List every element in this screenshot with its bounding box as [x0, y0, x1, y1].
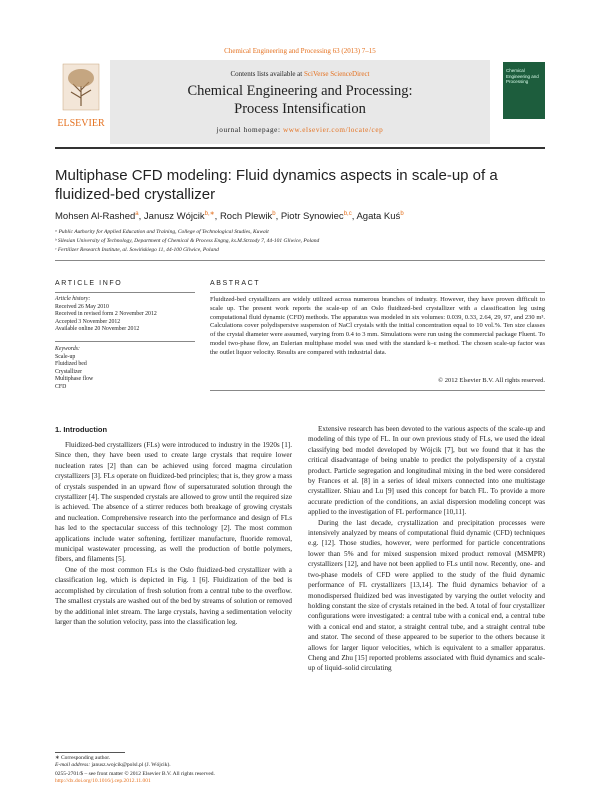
divider: [55, 292, 195, 293]
elsevier-logo[interactable]: [55, 60, 107, 144]
author[interactable]: Roch Plewik$^b$: [219, 211, 276, 223]
doi-link[interactable]: http://dx.doi.org/10.1016/j.cep.2012.11.001: [55, 778, 151, 784]
author[interactable]: Janusz Wójcik$^{b,∗}$: [143, 211, 215, 223]
keywords: [55, 346, 93, 392]
header-divider: [55, 147, 545, 149]
abstract-text: Fluidized-bed crystallizers are widely utilized across numerous branches of industry. However, they have proven difficult to scale up. The present work reports the scale-up of an Oslo fluidized-bed crystallizer with a classification leg using computational fluid dynamic (CFD) methods. The apparatus was modeled in six volumes: 0.039, 0.33, 2.64, 29, 97, and 230 m³. Calculations cover polydispersive suspension of NaCl crystals with the initial concentration equal to 10 vol.%. Ten size classes of the crystal diameter were assumed, varying from 0.4 to 3 mm. Simulations were run using the commercial package Fluent. To model two-phase flow, an Eulerian multiphase model was used with the standard k–ε method. The chosen scale-up factor was the outlet liquor velocity. Results are compared with industrial data.: [210, 296, 545, 356]
author-list: Mohsen Al-Rashed$^a$, Janusz Wójcik$^{b,∗}$, Roch Plewik$^b$, Piotr Synowiec$^{b,c}$, Agata Kuś$^b$: [55, 211, 404, 223]
paragraph: During the last decade, crystallization and precipitation processes were intensively analyzed by means of computational fluid dynamic (CFD) techniques e.g. [12]. Those studies, however, were performed for particle concentrations lower than 5% and for mixed suspension mixed product removal (MSMPR) crystallizers [12], and have not been applied to FLs until now. Recently, one- and two-phase models of CFD were applied to the study of the fluid dynamic performance of FL crystallizers [13,14]. The fluid dynamics behavior of a monodispersed fluidized bed was investigated by varying the outlet velocity and holding constant the size of crystals retained in the bed. A total of four crystallizer configurations were investigated: a central tube with a conical end, a central tube with a conical end and stator, a straight central tube, and a straight central tube and stator. The second of these appeared to be superior to the others because it allows for larger liquor velocities, which is equivalent to a smaller apparatus. Cheng and Zhu [15] reported problems associated with fluid dynamics and scale-up of liquid–solid circulating: [308, 518, 545, 673]
cover-title: Chemical Engineering and Processing: [506, 68, 539, 84]
affiliation: ᶜ Fertilizer Research Institute, al. Sowińskiego 11, 44-100 Gliwice, Poland: [55, 247, 219, 253]
footnote-divider: [55, 752, 125, 753]
keyword: Crystallizer: [55, 368, 83, 375]
affiliation: ᵇ Silesian University of Technology, Department of Chemical & Process Engng, ks.M.Strzody 7, 44-101 Gliwice, Poland: [55, 238, 320, 244]
history-item: Accepted 3 November 2012: [55, 318, 121, 325]
divider: [55, 341, 195, 342]
keyword: Fluidized bed: [55, 361, 87, 368]
history-item: Received in revised form 2 November 2012: [55, 311, 157, 318]
article-info-heading: ARTICLE INFO: [55, 280, 123, 287]
left-column: [55, 440, 292, 627]
keyword: Multiphase flow: [55, 376, 94, 383]
author[interactable]: Agata Kuś$^b$: [356, 211, 404, 223]
journal-title-line2: Process Intensification: [234, 101, 366, 117]
title-line2: fluidized-bed crystallizer: [55, 186, 216, 203]
publisher-name: ELSEVIER: [57, 118, 105, 129]
footnote-issn: 0255-2701/$ – see front matter © 2012 Elsevier B.V. All rights reserved.: [55, 771, 215, 777]
author[interactable]: Mohsen Al-Rashed$^a$: [55, 211, 139, 223]
footnote-corresponding: ∗ Corresponding author.: [55, 755, 111, 761]
title-line1: Multiphase CFD modeling: Fluid dynamics aspects in scale-up of a: [55, 167, 498, 184]
paragraph: One of the most common FLs is the Oslo fluidized-bed crystallizer with a classification leg, which is depicted in Fig. 1 [6]. Fluidization of the bed is accomplished by circulation of fresh solution from a central tube to the overflow. The smallest crystals are washed out of the bed by streams of solution or removed by the additional inlet stream. The large crystals, having a sedimentation velocity larger than the solution velocity, pass into the classification leg.: [55, 565, 292, 626]
paragraph: Extensive research has been devoted to the various aspects of the scale-up and modeling of this type of FL. In our own previous study of FLs, we used the ideal classifying bed model developed by Wójcik [7], but we found that it has the critical disadvantage of being unable to predict the polydispersity of a crystal product. Particle segregation and longitudinal mixing in the bed were considered by Frances et al. [8] in a series of ideal mixers connected into one multistage crystallizer. Shiau and Lu [9] used this concept for batch FL. To provide a more accurate prediction of the conditions, an axial dispersion modeling concept was applied to the investigation of FL performance [10,11].: [308, 425, 545, 517]
keywords-label: Keywords:: [55, 346, 80, 352]
history-item: Received 26 May 2010: [55, 303, 109, 310]
keyword: Scale-up: [55, 353, 76, 360]
section-heading: 1. Introduction: [55, 425, 108, 434]
email-label: E-mail address:: [55, 762, 92, 768]
paragraph: Fluidized-bed crystallizers (FLs) were introduced to industry in the 1920s [1]. Since then, they have been used to create large crystals that require lower nucleation rates [2] than can be achieved using forced magma circulation crystallizers [3]. FLs operate on fluidized-bed principles; that is, they grow a mass of crystals suspended in an upward flow of supersaturated solution through the crystallizer [4]. The suspended crystals are allowed to grow until the required size is achieved. The absence of a stirrer reduces both breakage of growing crystals and nucleation. Comprehensive research into the performance and design of FLs has led to the spectacular success of this technology [2]. The most common applications include water softening, fertilizer manufacture, fluoride removal, municipal wastewater processing, as well the production of bottle polymers, fibers, and filaments [5].: [55, 441, 292, 564]
footnote-email: [55, 762, 171, 768]
homepage-label: journal homepage:: [216, 126, 283, 134]
divider: [210, 390, 545, 391]
homepage-link[interactable]: www.elsevier.com/locate/cep: [282, 126, 384, 134]
journal-cover[interactable]: [503, 62, 545, 119]
history-item: Available online 20 November 2012: [55, 326, 140, 333]
sciencedirect-link[interactable]: SciVerse ScienceDirect: [304, 70, 370, 78]
article-title: [55, 166, 525, 204]
contents-line: [110, 70, 490, 78]
contents-prefix: Contents lists available at: [230, 70, 304, 78]
author[interactable]: Piotr Synowiec$^{b,c}$: [280, 211, 352, 223]
right-column: [308, 424, 545, 674]
copyright: © 2012 Elsevier B.V. All rights reserved.: [438, 377, 545, 384]
divider: [210, 292, 545, 293]
journal-homepage: [110, 126, 490, 134]
history-label: Article history:: [55, 296, 91, 302]
abstract-heading: ABSTRACT: [210, 280, 261, 287]
keyword: CFD: [55, 383, 67, 390]
journal-title-line1: Chemical Engineering and Processing:: [187, 83, 413, 99]
journal-reference[interactable]: Chemical Engineering and Processing 63 (2013) 7–15: [224, 47, 376, 55]
affiliation: ᵃ Public Authority for Applied Education and Training, College of Technological Studies, Kuwait: [55, 229, 269, 235]
email-link[interactable]: janusz.wojcik@polsl.pl (J. Wójcik).: [91, 762, 171, 768]
divider: [55, 260, 545, 261]
article-history: [55, 296, 157, 334]
